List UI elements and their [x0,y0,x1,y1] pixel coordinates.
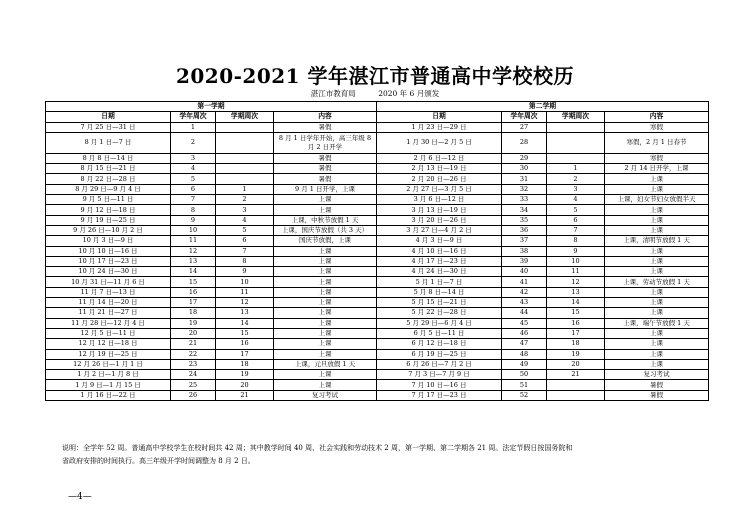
content-cell: 上课，元旦放假 1 天 [274,359,377,369]
term-week-cell: 9 [216,267,274,277]
year-week-cell: 52 [502,390,547,400]
content-cell: 上课，中秋节放假 1 天 [274,215,377,225]
year-week-cell: 20 [171,328,216,338]
table-row [46,390,709,400]
content-cell: 上课 [605,256,709,266]
content-cell: 复习考试 [274,390,377,400]
content-cell: 8 月 1 日学年开始，高三年级 8 月 2 日开学 [274,132,377,153]
date-cell: 1 月 2 日—1 月 8 日 [46,370,171,380]
year-week-cell: 14 [171,267,216,277]
content-cell: 上课，清明节放假 1 天 [605,236,709,246]
date-cell: 4 月 3 日—9 日 [377,236,502,246]
year-week-cell: 40 [502,267,547,277]
content-cell: 暑假 [274,153,377,163]
year-week-cell: 36 [502,225,547,235]
year-week-cell: 30 [502,164,547,174]
table-row [46,174,709,184]
date-cell: 5 月 22 日—28 日 [377,308,502,318]
content-cell: 上课，劳动节放假 1 天 [605,277,709,287]
date-cell: 7 月 3 日—7 月 9 日 [377,370,502,380]
date-cell: 9 月 26 日—10 月 2 日 [46,225,171,235]
year-week-cell: 31 [502,174,547,184]
term-week-cell: 2 [547,174,605,184]
date-cell: 3 月 20 日—26 日 [377,215,502,225]
date-cell: 10 月 31 日—11 月 6 日 [46,277,171,287]
term-week-cell: 6 [547,215,605,225]
content-cell: 上课 [274,277,377,287]
date-cell: 7 月 17 日—23 日 [377,390,502,400]
header-year-week: 学年周次 [171,112,216,122]
date-cell: 7 月 10 日—16 日 [377,380,502,390]
table-row [46,370,709,380]
year-week-cell: 11 [171,236,216,246]
table-row [46,287,709,297]
date-cell: 1 月 23 日—29 日 [377,122,502,132]
term-week-cell: 11 [547,267,605,277]
date-cell: 11 月 21 日—27 日 [46,308,171,318]
table-row [46,122,709,132]
document-title: 2020-2021 学年湛江市普通高中学校校历 [175,64,575,88]
table-row [46,298,709,308]
term-week-cell [216,122,274,132]
term-week-cell: 5 [547,205,605,215]
date-cell: 12 月 12 日—18 日 [46,339,171,349]
year-week-cell: 22 [171,349,216,359]
table-row [46,184,709,194]
date-cell: 8 月 29 日—9 月 4 日 [46,184,171,194]
content-cell: 寒假 [605,153,709,163]
year-week-cell: 3 [171,153,216,163]
content-cell: 上课 [605,225,709,235]
date-cell: 9 月 19 日—25 日 [46,215,171,225]
year-week-cell: 32 [502,184,547,194]
content-cell: 上课 [605,215,709,225]
content-cell: 上课 [605,298,709,308]
content-cell: 上课 [605,267,709,277]
content-cell: 上课 [274,308,377,318]
page-number: —4— [68,492,92,502]
date-cell: 8 月 8 日—14 日 [46,153,171,163]
table-row [46,164,709,174]
table-row [46,205,709,215]
date-cell: 10 月 17 日—23 日 [46,256,171,266]
header-content: 内容 [274,112,377,122]
date-cell: 8 月 22 日—28 日 [46,174,171,184]
date-cell: 11 月 7 日—13 日 [46,287,171,297]
term-week-cell: 16 [547,318,605,328]
header-content: 内容 [605,112,709,122]
year-week-cell: 8 [171,205,216,215]
content-cell: 寒假，2 月 1 日春节 [605,132,709,153]
table-row [46,328,709,338]
year-week-cell: 18 [171,308,216,318]
content-cell: 上课 [605,308,709,318]
table-row [46,132,709,153]
term-week-cell [216,164,274,174]
date-cell: 5 月 8 日—14 日 [377,287,502,297]
content-cell: 复习考试 [605,370,709,380]
date-cell: 2 月 6 日—12 日 [377,153,502,163]
term-week-cell [216,174,274,184]
table-row [46,246,709,256]
content-cell: 上课，端午节放假 1 天 [605,318,709,328]
content-cell: 上课 [274,246,377,256]
year-week-cell: 27 [502,122,547,132]
date-cell: 12 月 19 日—25 日 [46,349,171,359]
year-week-cell: 25 [171,380,216,390]
table-row [46,236,709,246]
content-cell: 上课 [605,287,709,297]
content-cell: 暑假 [274,174,377,184]
year-week-cell: 4 [171,164,216,174]
year-week-cell: 38 [502,246,547,256]
date-cell: 9 月 5 日—11 日 [46,195,171,205]
term-week-cell: 2 [216,195,274,205]
date-cell: 6 月 5 日—11 日 [377,328,502,338]
content-cell: 上课 [274,370,377,380]
year-week-cell: 6 [171,184,216,194]
date-cell: 11 月 28 日—12 月 4 日 [46,318,171,328]
year-week-cell: 7 [171,195,216,205]
table-row [46,359,709,369]
year-week-cell: 39 [502,256,547,266]
content-cell: 上课，国庆节放假（共 3 天） [274,225,377,235]
year-week-cell: 5 [171,174,216,184]
year-week-cell: 1 [171,122,216,132]
date-cell: 12 月 5 日—11 日 [46,328,171,338]
year-week-cell: 12 [171,246,216,256]
date-cell: 12 月 26 日—1 月 1 日 [46,359,171,369]
year-week-cell: 37 [502,236,547,246]
content-cell: 暑假 [274,164,377,174]
header-term-week: 学期周次 [216,112,274,122]
content-cell: 寒假 [605,122,709,132]
content-cell: 上课，妇女节妇女放假半天 [605,195,709,205]
term-week-cell: 4 [216,215,274,225]
header-term-week: 学期周次 [547,112,605,122]
header-date: 日期 [46,112,171,122]
year-week-cell: 48 [502,349,547,359]
term-week-cell: 1 [216,184,274,194]
table-row [46,195,709,205]
content-cell: 国庆节放假，上课 [274,236,377,246]
term-week-cell: 15 [216,328,274,338]
table-row [46,215,709,225]
year-week-cell: 35 [502,215,547,225]
year-week-cell: 23 [171,359,216,369]
term-week-cell: 16 [216,339,274,349]
notes [62,442,702,468]
date-cell: 1 月 30 日—2 月 5 日 [377,132,502,153]
term-week-cell: 7 [216,246,274,256]
term-week-cell: 3 [547,184,605,194]
year-week-cell: 49 [502,359,547,369]
year-week-cell: 17 [171,298,216,308]
date-cell: 7 月 25 日—31 日 [46,122,171,132]
term-week-cell [547,390,605,400]
note-line: 说明：全学年 52 周。普通高中学校学生在校时间共 42 周；其中教学时间 40 周、社会实践和劳动技术 2 周，第一学期、第二学期各 21 周。法定节假日按国务院和 [62,444,573,452]
content-cell: 上课 [274,256,377,266]
content-cell: 上课 [274,318,377,328]
content-cell: 上课 [274,287,377,297]
table-row [46,339,709,349]
year-week-cell: 34 [502,205,547,215]
table-row [46,153,709,163]
date-cell: 6 月 19 日—25 日 [377,349,502,359]
date-cell: 5 月 29 日—6 月 4 日 [377,318,502,328]
term-week-cell: 12 [216,298,274,308]
date-cell: 6 月 12 日—18 日 [377,339,502,349]
date-cell: 5 月 1 日—7 日 [377,277,502,287]
date-cell: 3 月 6 日—12 日 [377,195,502,205]
content-cell: 上课 [605,174,709,184]
date-cell: 4 月 17 日—23 日 [377,256,502,266]
table-row [46,308,709,318]
term-week-cell: 18 [216,359,274,369]
content-cell: 上课 [274,205,377,215]
issuer-name: 湛江市教育局 [310,89,356,98]
semester1-heading: 第一学期 [46,102,377,112]
table-row [46,225,709,235]
content-cell: 上课 [605,184,709,194]
content-cell: 上课 [274,328,377,338]
issuer-line [0,88,750,99]
content-cell: 上课 [274,298,377,308]
date-cell: 2 月 13 日—19 日 [377,164,502,174]
content-cell: 暑假 [605,390,709,400]
date-cell: 2 月 27 日—3 月 5 日 [377,184,502,194]
year-week-cell: 26 [171,390,216,400]
date-cell: 10 月 10 日—16 日 [46,246,171,256]
year-week-cell: 33 [502,195,547,205]
note-line: 省政府安排的时间执行。高三年级开学时间调整为 8 月 2 日。 [62,457,255,465]
year-week-cell: 47 [502,339,547,349]
content-cell: 上课 [274,380,377,390]
year-week-cell: 42 [502,287,547,297]
year-week-cell: 41 [502,277,547,287]
term-week-cell: 7 [547,225,605,235]
term-week-cell [547,380,605,390]
year-week-cell: 2 [171,132,216,153]
year-week-cell: 45 [502,318,547,328]
term-week-cell: 8 [547,236,605,246]
term-week-cell: 17 [547,328,605,338]
term-week-cell: 18 [547,339,605,349]
term-week-cell: 13 [216,308,274,318]
term-week-cell: 11 [216,287,274,297]
table-row [46,256,709,266]
term-week-cell: 17 [216,349,274,359]
content-cell: 上课 [274,267,377,277]
content-cell: 上课 [274,339,377,349]
content-cell: 上课 [274,195,377,205]
year-week-cell: 43 [502,298,547,308]
term-week-cell: 21 [216,390,274,400]
content-cell: 上课 [605,246,709,256]
year-week-cell: 29 [502,153,547,163]
content-cell: 上课 [274,349,377,359]
term-week-cell: 12 [547,277,605,287]
year-week-cell: 19 [171,318,216,328]
issue-date: 2020 年 6 月颁发 [378,89,440,98]
term-week-cell: 3 [216,205,274,215]
content-cell: 上课 [605,339,709,349]
date-cell: 9 月 12 日—18 日 [46,205,171,215]
date-cell: 2 月 20 日—26 日 [377,174,502,184]
term-week-cell [547,153,605,163]
date-cell: 1 月 9 日—1 月 15 日 [46,380,171,390]
term-week-cell: 8 [216,256,274,266]
term-week-cell: 20 [216,380,274,390]
date-cell: 3 月 13 日—19 日 [377,205,502,215]
table-row [46,277,709,287]
year-week-cell: 24 [171,370,216,380]
year-week-cell: 28 [502,132,547,153]
year-week-cell: 44 [502,308,547,318]
content-cell: 暑假 [274,122,377,132]
year-week-cell: 51 [502,380,547,390]
content-cell: 2 月 14 日开学，上课 [605,164,709,174]
content-cell: 9 月 1 日开学，上课 [274,184,377,194]
date-cell: 4 月 24 日—30 日 [377,267,502,277]
term-week-cell: 10 [216,277,274,287]
date-cell: 10 月 3 日—9 日 [46,236,171,246]
year-week-cell: 16 [171,287,216,297]
content-cell: 暑假 [605,380,709,390]
term-week-cell: 5 [216,225,274,235]
date-cell: 5 月 15 日—21 日 [377,298,502,308]
year-week-cell: 46 [502,328,547,338]
date-cell: 3 月 27 日—4 月 2 日 [377,225,502,235]
term-week-cell: 15 [547,308,605,318]
date-cell: 8 月 1 日—7 日 [46,132,171,153]
header-date: 日期 [377,112,502,122]
term-week-cell: 21 [547,370,605,380]
term-week-cell: 20 [547,359,605,369]
year-week-cell: 10 [171,225,216,235]
semester2-heading: 第二学期 [377,102,709,112]
year-week-cell: 50 [502,370,547,380]
table-row [46,380,709,390]
term-week-cell: 10 [547,256,605,266]
term-week-cell: 6 [216,236,274,246]
date-cell: 10 月 24 日—30 日 [46,267,171,277]
term-week-cell: 13 [547,287,605,297]
term-week-cell: 14 [216,318,274,328]
term-week-cell [547,132,605,153]
content-cell: 上课 [605,328,709,338]
year-week-cell: 21 [171,339,216,349]
content-cell: 上课 [605,359,709,369]
year-week-cell: 15 [171,277,216,287]
term-week-cell: 14 [547,298,605,308]
date-cell: 6 月 26 日—7 月 2 日 [377,359,502,369]
term-week-cell: 9 [547,246,605,256]
table-row [46,318,709,328]
date-cell: 4 月 10 日—16 日 [377,246,502,256]
table-row [46,349,709,359]
term-week-cell [216,132,274,153]
term-week-cell [216,153,274,163]
year-week-cell: 13 [171,256,216,266]
term-week-cell: 19 [216,370,274,380]
content-cell: 上课 [605,349,709,359]
term-week-cell: 1 [547,164,605,174]
date-cell: 8 月 15 日—21 日 [46,164,171,174]
date-cell: 1 月 16 日—22 日 [46,390,171,400]
year-week-cell: 9 [171,215,216,225]
term-week-cell [547,122,605,132]
date-cell: 11 月 14 日—20 日 [46,298,171,308]
school-calendar-table [45,101,709,401]
content-cell: 上课 [605,205,709,215]
term-week-cell: 19 [547,349,605,359]
header-year-week: 学年周次 [502,112,547,122]
term-week-cell: 4 [547,195,605,205]
table-row [46,267,709,277]
